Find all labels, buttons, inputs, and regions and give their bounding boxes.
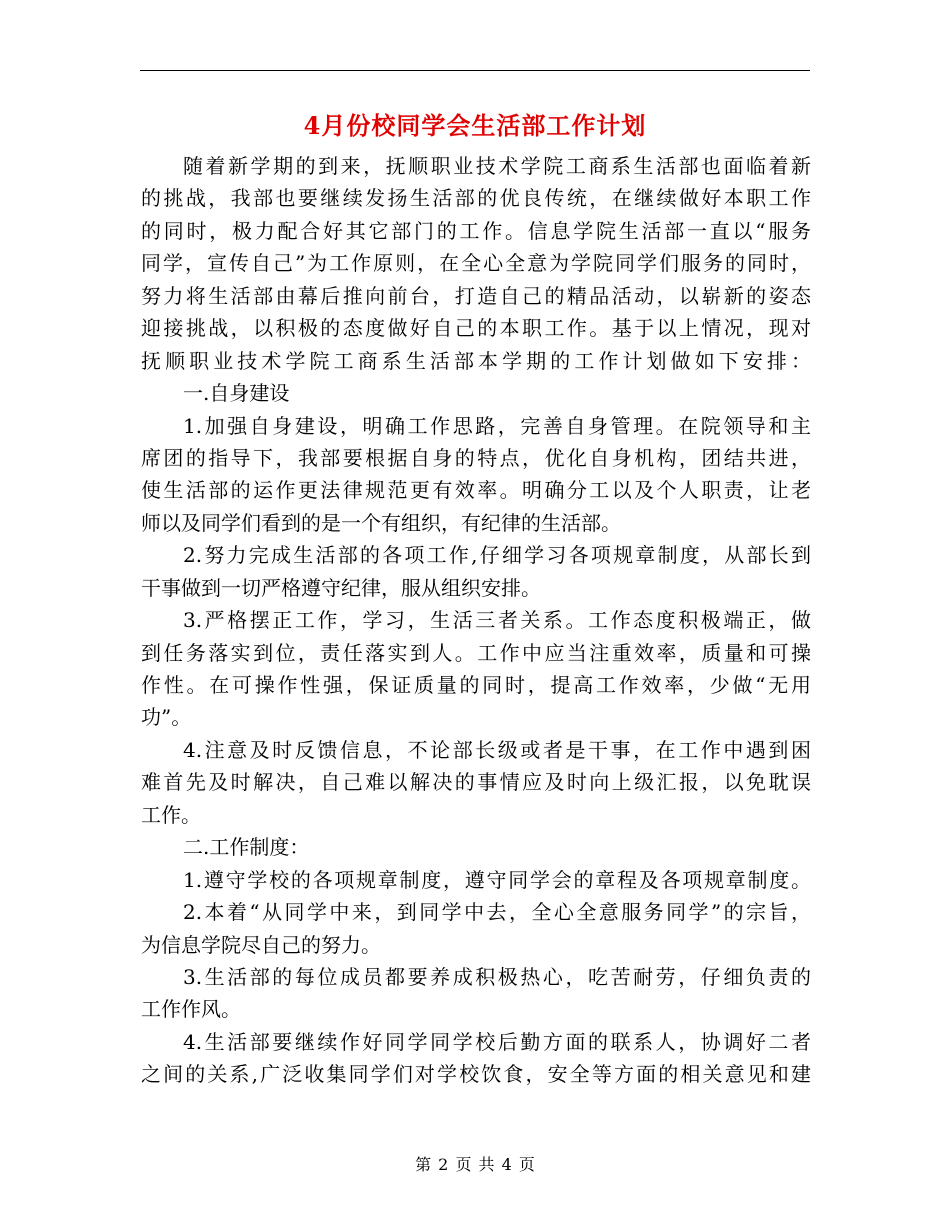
paragraph-line: 努力将生活部由幕后推向前台，打造自己的精品活动，以崭新的姿态 — [141, 283, 811, 308]
paragraph-line: 迎接挑战，以积极的态度做好自己的本职工作。基于以上情况，现对 — [141, 316, 811, 341]
paragraph-line: 二.工作制度： — [183, 835, 310, 860]
paragraph-line: 之间的关系,广泛收集同学们对学校饮食，安全等方面的相关意见和建 — [141, 1062, 811, 1087]
paragraph-line: 为信息学院尽自己的努力。 — [141, 932, 381, 957]
paragraph-line: 4.注意及时反馈信息，不论部长级或者是干事，在工作中遇到困 — [183, 737, 811, 762]
paragraph-line: 作性。在可操作性强，保证质量的同时，提高工作效率，少做“无用 — [141, 673, 811, 697]
paragraph-line: 的同时，极力配合好其它部门的工作。信息学院生活部一直以“服务 — [141, 218, 811, 243]
paragraph-line: 席团的指导下，我部要根据自身的特点，优化自身机构，团结共进， — [141, 445, 811, 470]
paragraph-line: 的挑战，我部也要继续发扬生活部的优良传统，在继续做好本职工作 — [141, 186, 811, 211]
paragraph-line: 4.生活部要继续作好同学同学校后勤方面的联系人，协调好二者 — [183, 1029, 811, 1054]
paragraph-line: 同学，宣传自己”为工作原则，在全心全意为学院同学们服务的同时， — [141, 251, 811, 276]
paragraph-line: 使生活部的运作更法律规范更有效率。明确分工以及个人职责，让老 — [141, 478, 811, 503]
paragraph-line: 干事做到一切严格遵守纪律，服从组织安排。 — [141, 575, 541, 600]
paragraph-line: 3.严格摆正工作，学习，生活三者关系。工作态度积极端正，做 — [183, 608, 811, 633]
paragraph-line: 1.加强自身建设，明确工作思路，完善自身管理。在院领导和主 — [183, 413, 811, 438]
document-body — [141, 150, 811, 1091]
paragraph-line: 到任务落实到位，责任落实到人。工作中应当注重效率，质量和可操 — [141, 640, 811, 665]
paragraph-line: 2.本着“从同学中来，到同学中去，全心全意服务同学”的宗旨， — [183, 900, 811, 925]
paragraph-line: 一.自身建设 — [183, 381, 290, 406]
paragraph-line: 师以及同学们看到的是一个有组织，有纪律的生活部。 — [141, 510, 621, 535]
page-number-text: 第 2 页 共 4 页 — [415, 1155, 535, 1174]
document-title: 4月份校同学会生活部工作计划 — [303, 111, 647, 140]
paragraph-line: 2.努力完成生活部的各项工作,仔细学习各项规章制度，从部长到 — [183, 543, 811, 568]
paragraph-line: 1.遵守学校的各项规章制度，遵守同学会的章程及各项规章制度。 — [183, 867, 811, 892]
paragraph-line: 工作作风。 — [141, 997, 241, 1022]
paragraph-line: 3.生活部的每位成员都要养成积极热心，吃苦耐劳，仔细负责的 — [183, 964, 811, 989]
header-rule — [140, 70, 810, 71]
page-footer — [0, 1154, 950, 1176]
paragraph-line: 随着新学期的到来，抚顺职业技术学院工商系生活部也面临着新 — [183, 154, 811, 178]
paragraph-line: 难首先及时解决，自己难以解决的事情应及时向上级汇报，以免耽误 — [141, 770, 811, 795]
paragraph-line: 工作。 — [141, 802, 201, 827]
paragraph-line: 抚顺职业技术学院工商系生活部本学期的工作计划做如下安排： — [141, 348, 811, 373]
paragraph-line: 功”。 — [141, 705, 192, 730]
